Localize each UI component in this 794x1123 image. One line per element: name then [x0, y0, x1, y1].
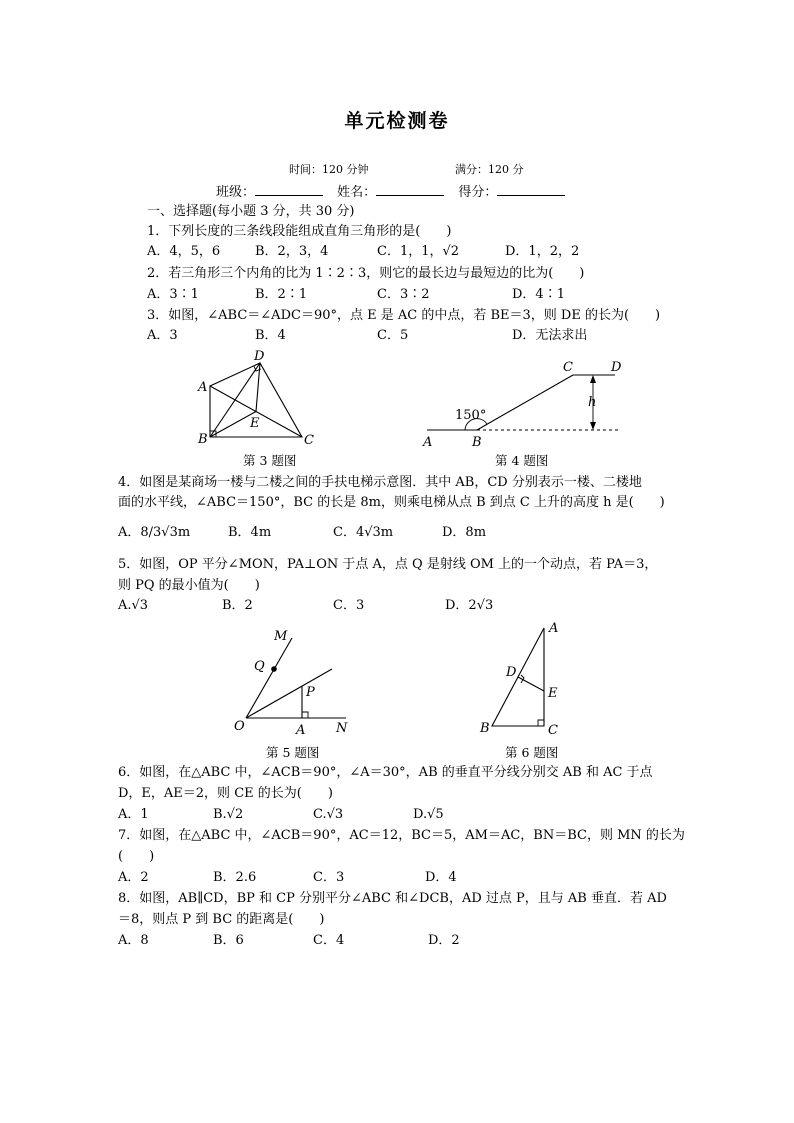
q6-option-d[interactable]: D.√5 [413, 807, 444, 822]
q8-option-b[interactable]: B．6 [213, 933, 244, 948]
figure-4 [415, 355, 630, 450]
q7-option-c[interactable]: C．3 [313, 870, 345, 885]
section-heading: 一、选择题(每小题 3 分，共 30 分) [147, 204, 355, 219]
score-field[interactable] [497, 183, 565, 196]
class-label: 班级： [216, 185, 256, 200]
q4-option-d[interactable]: D．8m [442, 525, 487, 540]
fig4-label-b: B [472, 435, 482, 450]
fig5-label-q: Q [254, 659, 265, 674]
q8-option-a[interactable]: A．8 [118, 933, 149, 948]
q6-option-b[interactable]: B.√2 [213, 807, 244, 822]
fig6-label-b: B [480, 721, 490, 736]
fig6-label-e: E [548, 686, 558, 701]
q1-option-c[interactable]: C．1，1，√2 [377, 244, 460, 259]
info-row [216, 183, 575, 202]
q6-option-a[interactable]: A．1 [118, 807, 149, 822]
q5-option-d[interactable]: D．2√3 [445, 598, 494, 613]
question-3-stem: 3．如图，∠ABC＝∠ADC＝90°，点 E 是 AC 的中点，若 BE＝3，则 DE 的长为( ) [147, 308, 661, 323]
question-1-stem: 1．下列长度的三条线段能组成直角三角形的是( ) [147, 224, 452, 239]
q7-option-a[interactable]: A．2 [118, 870, 149, 885]
fig5-label-n: N [336, 721, 348, 736]
question-6-stem-line1: 6．如图，在△ABC 中，∠ACB＝90°，∠A＝30°，AB 的垂直平分线分别交 AB 和 AC 于点 [118, 765, 653, 780]
fig6-label-d: D [506, 665, 517, 680]
question-6-stem-line2: D，E，AE＝2，则 CE 的长为( ) [118, 786, 333, 801]
fig4-angle-label: 150° [455, 408, 487, 423]
q2-option-a[interactable]: A．3∶1 [147, 287, 199, 302]
class-field[interactable] [255, 183, 323, 196]
time-limit: 时间：120 分钟 [289, 163, 369, 176]
fig4-label-c: C [563, 360, 573, 375]
q5-option-a[interactable]: A.√3 [118, 598, 149, 613]
fig3-label-b: B [198, 432, 208, 447]
fig4-label-a: A [423, 435, 433, 450]
q1-option-d[interactable]: D．1，2，2 [505, 244, 580, 259]
q2-option-d[interactable]: D．4∶1 [512, 287, 565, 302]
q3-option-b[interactable]: B．4 [255, 328, 286, 343]
figure-6-caption: 第 6 题图 [505, 745, 559, 760]
fig6-label-a: A [549, 621, 559, 636]
figure-3-caption: 第 3 题图 [243, 453, 297, 468]
q4-option-a[interactable]: A．8/3√3m [118, 525, 191, 540]
q5-option-c[interactable]: C．3 [333, 598, 365, 613]
q2-option-b[interactable]: B．2∶1 [255, 287, 308, 302]
q1-option-b[interactable]: B．2，3，4 [255, 244, 329, 259]
q6-option-c[interactable]: C.√3 [313, 807, 344, 822]
question-4-stem-line1: 4．如图是某商场一楼与二楼之间的手扶电梯示意图．其中 AB，CD 分别表示一楼、二楼地 [118, 475, 642, 490]
question-4-stem-line2: 面的水平线，∠ABC＝150°，BC 的长是 8m，则乘电梯从点 B 到点 C 上升的高度 h 是( ) [118, 495, 665, 510]
score-label: 得分： [458, 185, 498, 200]
q1-option-a[interactable]: A．4，5，6 [147, 244, 221, 259]
full-score: 满分：120 分 [455, 163, 524, 176]
fig5-label-p: P [306, 685, 315, 700]
question-7-stem-line2: ( ) [118, 849, 155, 864]
q4-option-c[interactable]: C．4√3m [333, 525, 394, 540]
q2-option-c[interactable]: C．3∶2 [377, 287, 430, 302]
q5-option-b[interactable]: B．2 [222, 598, 253, 613]
figure-3 [190, 345, 330, 450]
fig3-label-c: C [304, 433, 314, 448]
name-label: 姓名： [337, 185, 377, 200]
q4-option-b[interactable]: B．4m [228, 525, 272, 540]
fig5-label-m: M [274, 629, 288, 644]
page-title: 单元检测卷 [344, 110, 450, 132]
question-5-stem-line1: 5．如图，OP 平分∠MON，PA⊥ON 于点 A，点 Q 是射线 OM 上的一个动点，若 PA＝3， [118, 557, 658, 572]
name-field[interactable] [376, 183, 444, 196]
fig3-label-a: A [198, 380, 208, 395]
q3-option-d[interactable]: D．无法求出 [512, 328, 588, 343]
q7-option-d[interactable]: D．4 [425, 870, 457, 885]
q3-option-a[interactable]: A．3 [147, 328, 178, 343]
figure-5-caption: 第 5 题图 [266, 745, 320, 760]
q7-option-b[interactable]: B．2.6 [213, 870, 257, 885]
q8-option-d[interactable]: D．2 [428, 933, 460, 948]
question-8-stem-line2: ＝8，则点 P 到 BC 的距离是( ) [118, 912, 325, 927]
figure-4-caption: 第 4 题图 [495, 453, 549, 468]
figure-5 [228, 622, 363, 740]
question-2-stem: 2．若三角形三个内角的比为 1∶2∶3，则它的最长边与最短边的比为( ) [147, 266, 585, 281]
figure-6 [472, 618, 572, 740]
fig5-label-a: A [296, 723, 306, 738]
question-5-stem-line2: 则 PQ 的最小值为( ) [118, 578, 260, 593]
fig5-label-o: O [234, 719, 245, 734]
question-8-stem-line1: 8．如图，AB∥CD，BP 和 CP 分别平分∠ABC 和∠DCB，AD 过点 P，且与 AB 垂直．若 AD [118, 891, 667, 906]
fig3-label-e: E [250, 416, 260, 431]
fig4-label-d: D [611, 360, 622, 375]
q8-option-c[interactable]: C．4 [313, 933, 345, 948]
fig6-label-c: C [548, 723, 558, 738]
fig3-label-d: D [254, 349, 265, 364]
fig4-label-h: h [588, 395, 597, 410]
question-7-stem-line1: 7．如图，在△ABC 中，∠ACB＝90°，AC＝12，BC＝5，AM＝AC，BN＝BC，则 MN 的长为 [118, 828, 685, 843]
q3-option-c[interactable]: C．5 [377, 328, 409, 343]
